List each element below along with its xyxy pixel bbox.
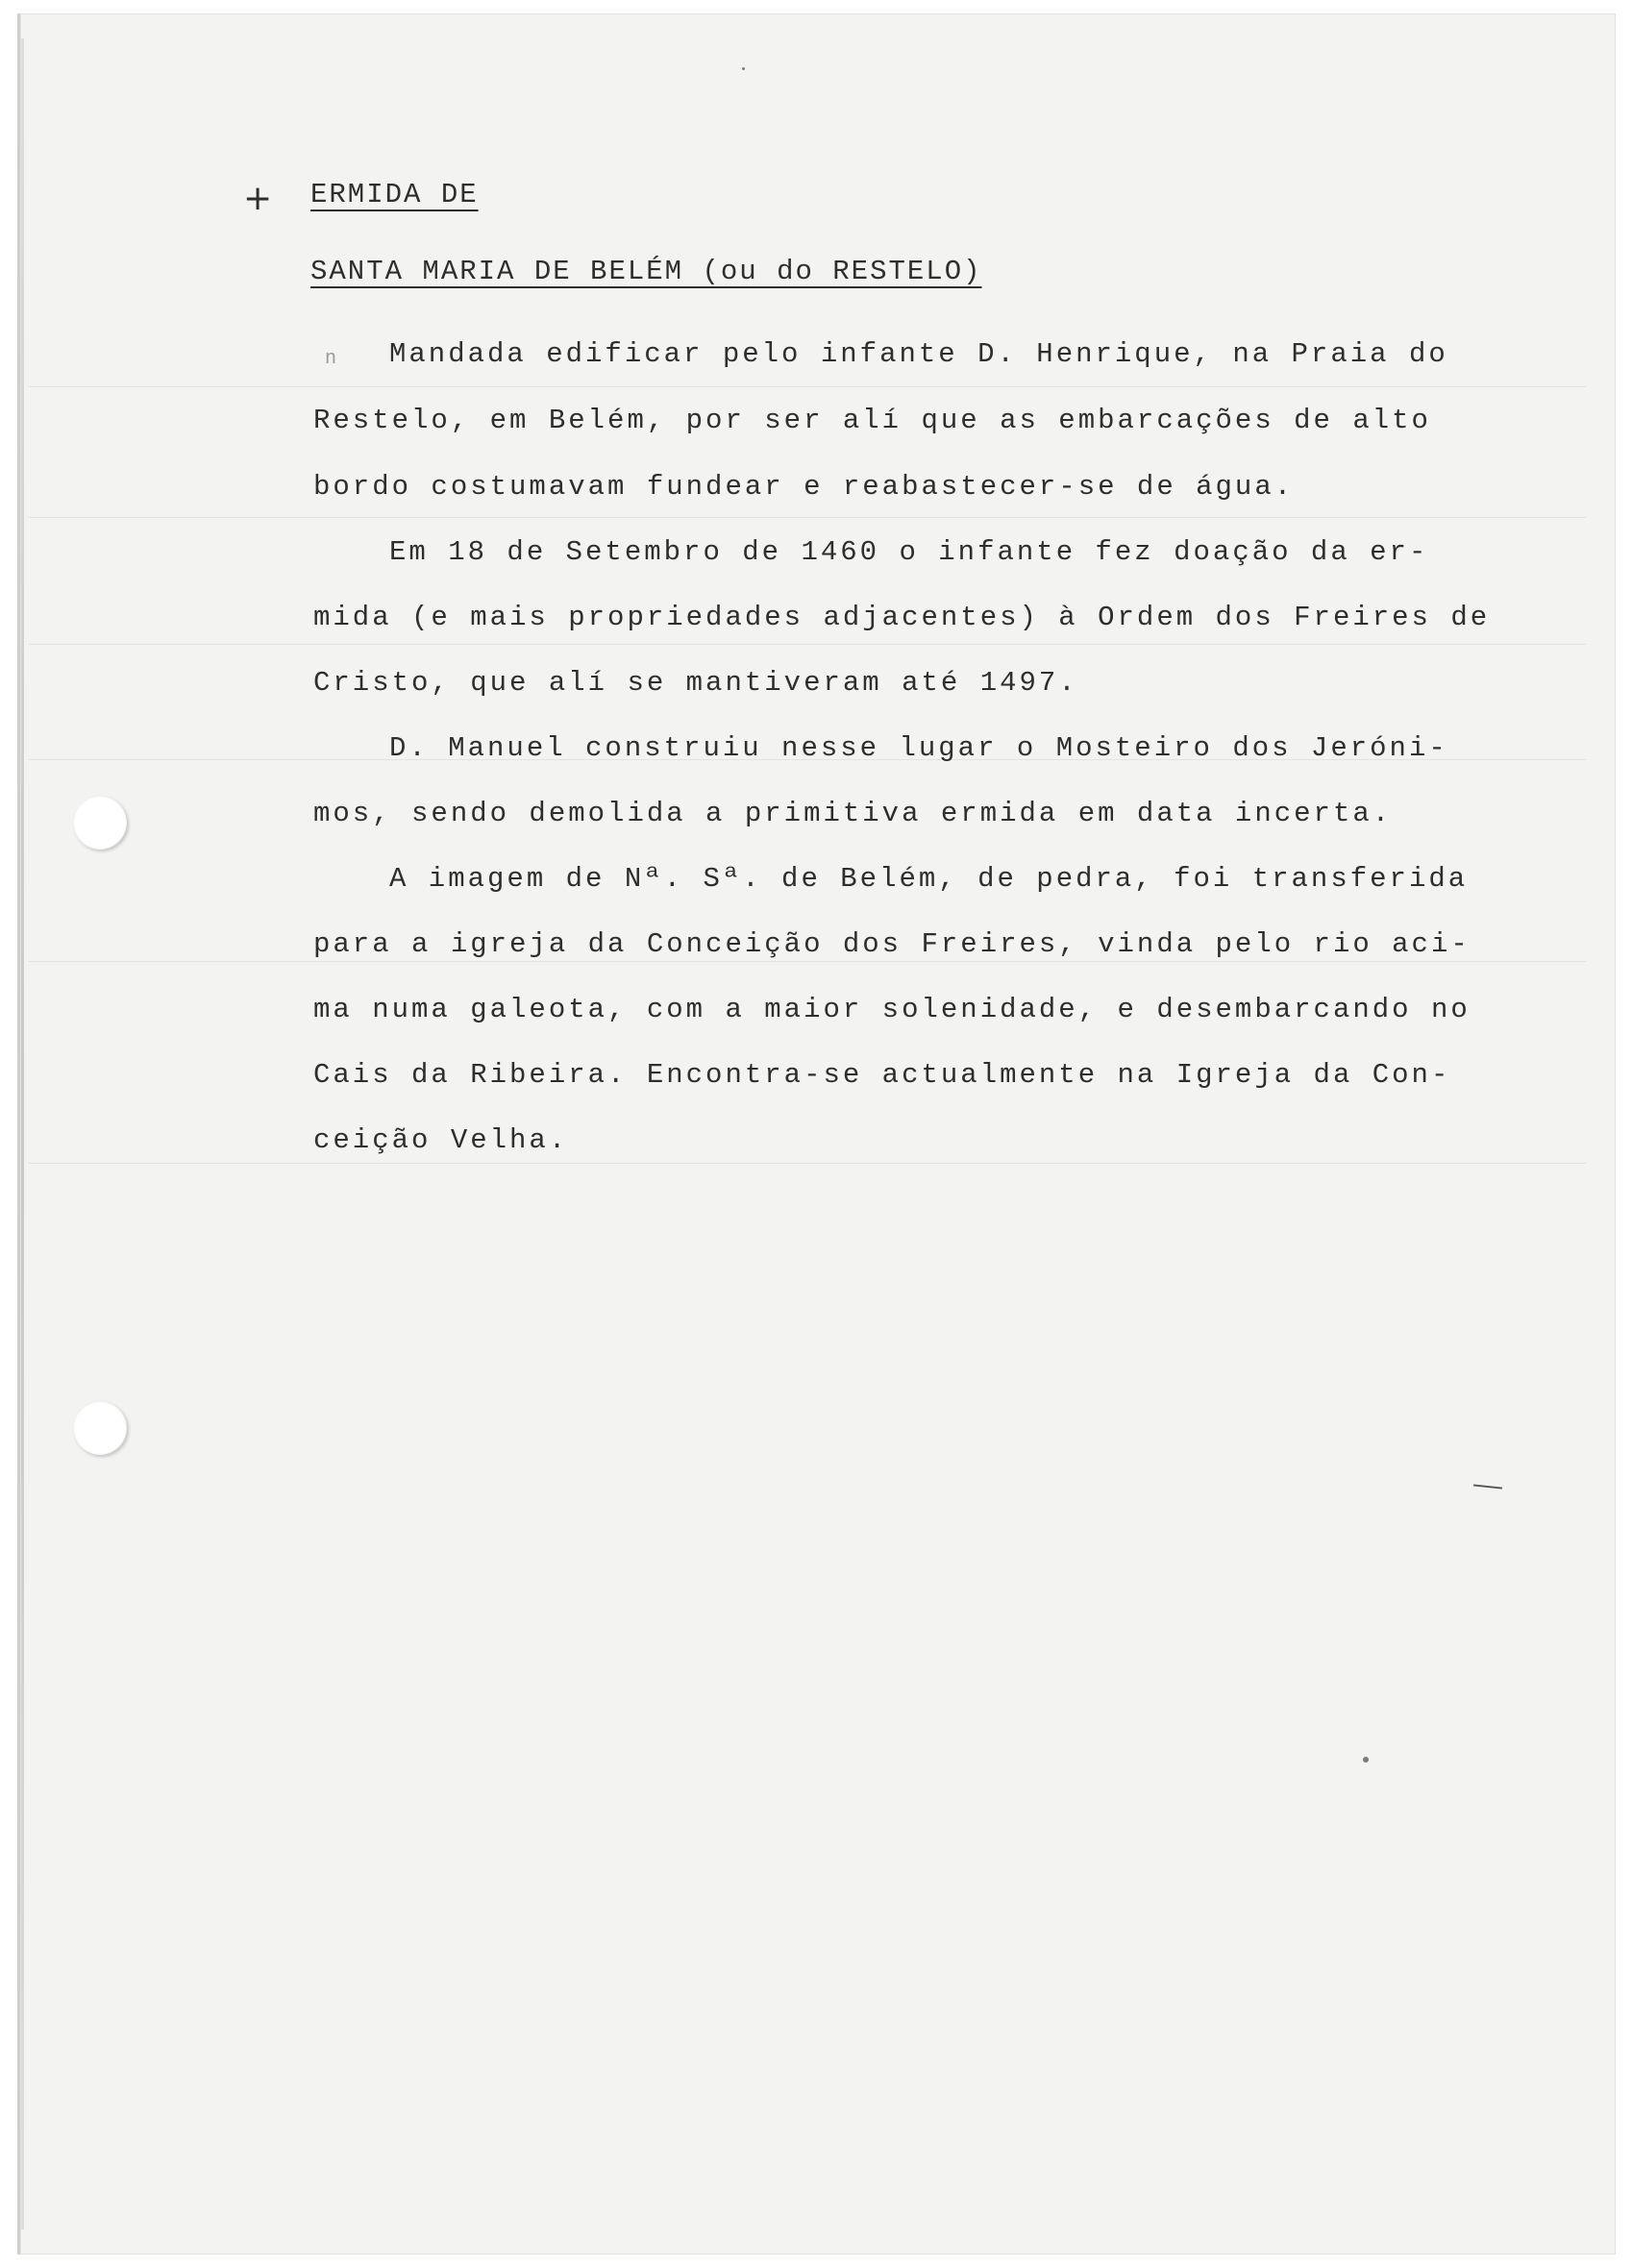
heading-line-1: ERMIDA DE — [310, 179, 479, 210]
page-edge-shadow — [21, 38, 24, 2230]
body-line: Cristo, que alí se mantiveram até 1497. — [313, 667, 1078, 699]
ink-speck — [1363, 1757, 1369, 1763]
body-line: ceição Velha. — [313, 1124, 569, 1156]
ruled-line — [29, 1163, 1586, 1164]
body-line: A imagem de Nª. Sª. de Belém, de pedra, foi transferida — [389, 863, 1469, 895]
ruled-line — [29, 517, 1586, 518]
margin-mark: n — [325, 348, 337, 370]
body-line: mida (e mais propriedades adjacentes) à Ordem dos Freires de — [313, 602, 1491, 633]
punch-hole — [73, 1401, 127, 1455]
punch-hole — [73, 796, 127, 850]
ruled-line — [29, 961, 1586, 962]
heading-line-2: SANTA MARIA DE BELÉM (ou do RESTELO) — [310, 256, 982, 287]
body-line: mos, sendo demolida a primitiva ermida em data incerta. — [313, 798, 1393, 829]
body-line: Em 18 de Setembro de 1460 o infante fez doação da er- — [389, 536, 1429, 568]
body-line: ma numa galeota, com a maior solenidade, e desembarcando no — [313, 994, 1471, 1025]
body-line: Cais da Ribeira. Encontra-se actualmente na Igreja da Con- — [313, 1059, 1451, 1091]
body-line: D. Manuel construiu nesse lugar o Mosteiro dos Jeróni- — [389, 732, 1448, 764]
body-line: Mandada edificar pelo infante D. Henrique, na Praia do — [389, 338, 1448, 370]
body-line: bordo costumavam fundear e reabastecer-se de água. — [313, 471, 1295, 503]
ruled-line — [29, 386, 1586, 387]
body-line: Restelo, em Belém, por ser alí que as embarcações de alto — [313, 405, 1431, 436]
ink-speck — [742, 67, 745, 70]
ruled-line — [29, 644, 1586, 645]
body-line: para a igreja da Conceição dos Freires, vinda pelo rio aci- — [313, 928, 1471, 960]
cross-mark: + — [243, 179, 273, 218]
